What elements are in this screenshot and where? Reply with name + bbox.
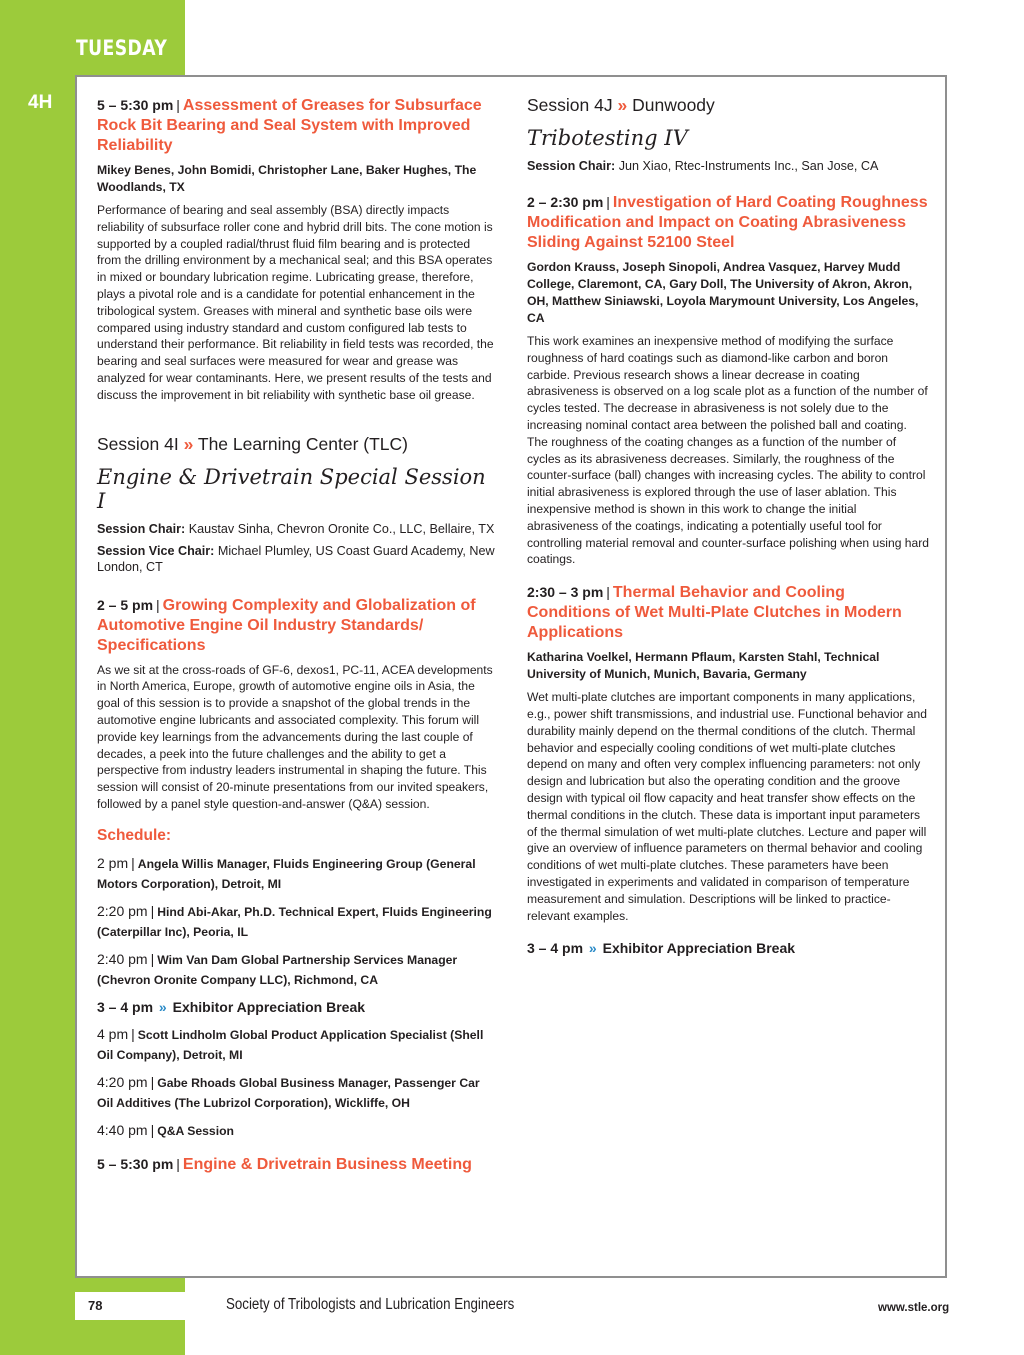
separator: | bbox=[156, 596, 160, 613]
separator: | bbox=[176, 1155, 180, 1172]
talk-authors: Mikey Benes, John Bomidi, Christopher Lane, Baker Hughes, The Woodlands, TX bbox=[97, 163, 477, 194]
schedule-item bbox=[97, 949, 497, 990]
talk-title: Assessment of Greases for Subsurface Rock Bit Bearing and Seal System with Improved Reliability bbox=[97, 97, 482, 154]
left-column bbox=[97, 95, 497, 1175]
schedule-time: 2:40 pm bbox=[97, 950, 148, 967]
separator: | bbox=[150, 1073, 155, 1090]
session-label: Session 4J bbox=[527, 95, 613, 115]
talk-title: Thermal Behavior and Cooling Conditions of Wet Multi-Plate Clutches in Modern Applications bbox=[527, 584, 902, 642]
talk-authors: Gordon Krauss, Joseph Sinopoli, Andrea Vasquez, Harvey Mudd College, Claremont, CA, Gary Doll, The University of Akron, Akron, OH, Matthew Siniawski, Loyola Marymount University, Los Angeles, CA bbox=[527, 260, 919, 325]
talk-abstract: This work examines an inexpensive method of modifying the surface roughness of hard coatings such as diamond-like carbon and boron carbide. Previous research shows a linear decrease in coating abrasiveness is observed on a log scale plot as a function of the number of cycles tested. The decrease in abrasiveness is not solely due to the increasing nominal contact area between the polished ball and coating. The roughness of the coating changes as a function of the number of cycles as its abrasiveness decreases. Similarly, the roughness of the counter-surface (ball) changes with increasing cycles. The ability to control initial abrasiveness is explored through the use of laser ablation. This inexpensive method is shown in this work to change the initial abrasiveness of the coatings, indicating a potentially useful tool for controlling material removal and counter-surface polishing when using hard coatings. bbox=[527, 334, 929, 567]
break-time: 3 – 4 pm bbox=[527, 940, 584, 957]
session-vice-chair bbox=[97, 543, 497, 575]
schedule-time: 4:40 pm bbox=[97, 1121, 148, 1138]
chevron-icon: » bbox=[617, 95, 628, 115]
talk-time: 2 – 2:30 pm bbox=[527, 194, 604, 210]
session-label: Session 4I bbox=[97, 433, 179, 454]
vice-chair-label: Session Vice Chair: bbox=[97, 543, 215, 558]
session-location: Dunwoody bbox=[632, 95, 715, 115]
chevron-icon: » bbox=[158, 998, 167, 1015]
talk-time: 2 – 5 pm bbox=[97, 596, 154, 613]
session-title: Tribotesting IV bbox=[527, 126, 688, 150]
schedule-desc: Wim Van Dam Global Partnership Services Manager (Chevron Oronite Company LLC), Richmond, CA bbox=[97, 952, 458, 987]
talk-abstract: Performance of bearing and seal assembly (BSA) directly impacts reliability of subsurface roller cone and hybrid drill bits. The cone motion is supported by a coupled radial/thrust fluid film bearing and is protected from the drilling environment by a mechanical seal; and this BSA operates in mixed or boundary lubrication regime. Lubricating grease, therefore, plays a pivotal role and is a candidate for potential enhancement in the tribological system. Greases with mineral and synthetic base oils were compared using industry standard and custom configured lab tests to understand their performance. Bit reliability in field tests was recorded, the bearing and seal surfaces were measured for wear and grease was analyzed for wear contaminants. Here, we present results of the tests and discuss the improvement in bit reliability with synthetic base oil grease. bbox=[97, 203, 494, 402]
talk-title: Investigation of Hard Coating Roughness Modification and Impact on Coating Abrasiveness Sliding Against 52100 Steel bbox=[527, 194, 928, 251]
meeting-time: 5 – 5:30 pm bbox=[97, 1155, 174, 1172]
schedule-item bbox=[97, 1072, 497, 1113]
schedule-time: 4 pm bbox=[97, 1025, 129, 1042]
talk-time: 5 – 5:30 pm bbox=[97, 97, 174, 113]
session-heading bbox=[97, 434, 497, 455]
break-item bbox=[527, 938, 929, 958]
talk-authors: Katharina Voelkel, Hermann Pflaum, Karsten Stahl, Technical University of Munich, Munich, Bavaria, Germany bbox=[527, 650, 880, 682]
chevron-icon: » bbox=[588, 940, 597, 957]
chair-label: Session Chair: bbox=[527, 159, 616, 173]
footer-url[interactable]: www.stle.org bbox=[878, 1302, 950, 1314]
separator: | bbox=[606, 584, 610, 601]
content-box bbox=[75, 75, 947, 1278]
break-label: Exhibitor Appreciation Break bbox=[172, 998, 366, 1015]
separator: | bbox=[150, 1121, 155, 1138]
chair-label: Session Chair: bbox=[97, 521, 186, 536]
meeting-title: Engine & Drivetrain Business Meeting bbox=[182, 1155, 472, 1173]
separator: | bbox=[150, 902, 155, 919]
talk-heading bbox=[97, 595, 497, 656]
talk-abstract: Wet multi-plate clutches are important components in many applications, e.g., power shift transmissions, and industrial use. Functional behavior and durability mainly depend on the thermal conditions of the clutch. Thermal behavior and especially cooling conditions of wet multi-plate clutches depend on many and often very complex influencing parameters: not only design and lubrication but also the operating condition and the groove design with typical oil flow capacity and heat transfer show effects on the thermal conditions in the clutch. These data is important input parameters of the thermal simulation of wet multi-plate clutches. Lecture and paper will give an overview of influence parameters on thermal behavior and cooling conditions of wet multi-plate clutches. These parameters have been investigated in experiments and validated in comparison of temperature measurement and simulation. Descriptions will be linked to practice-relevant examples. bbox=[527, 690, 927, 923]
talk-abstract: As we sit at the cross-roads of GF-6, dexos1, PC-11, ACEA developments in North America, Europe, growth of automotive engine oils in Asia, the goal of this session is to provide a snapshot of the global trends in the automotive engine lubricants and associated complexity. This forum will provide key learnings from the advancements during the last couple of decades, a peek into the future challenges and the ability to get a perspective from industry leaders instrumental in shaping the future. This session will consist of 20-minute presentations from our invited speakers, followed by a panel style question-and-answer (Q&A) session. bbox=[97, 662, 493, 811]
schedule-time: 2 pm bbox=[97, 854, 129, 871]
meeting-heading bbox=[97, 1154, 497, 1175]
break-label: Exhibitor Appreciation Break bbox=[602, 940, 796, 957]
session-tag: 4H bbox=[28, 92, 53, 113]
break-item bbox=[97, 997, 497, 1017]
day-label: TUESDAY bbox=[76, 36, 168, 60]
talk-heading bbox=[527, 192, 929, 253]
talk-title: Growing Complexity and Globalization of Automotive Engine Oil Industry Standards/ Specifications bbox=[97, 596, 476, 654]
chair-name: Kaustav Sinha, Chevron Oronite Co., LLC, Bellaire, TX bbox=[188, 521, 495, 536]
session-location: The Learning Center (TLC) bbox=[197, 433, 408, 454]
schedule-heading: Schedule: bbox=[97, 826, 172, 844]
schedule-time: 4:20 pm bbox=[97, 1073, 148, 1090]
chair-name: Jun Xiao, Rtec-Instruments Inc., San Jose, CA bbox=[618, 159, 879, 173]
schedule-desc: Q&A Session bbox=[157, 1123, 234, 1138]
talk-heading bbox=[97, 95, 497, 156]
schedule-time: 2:20 pm bbox=[97, 902, 148, 919]
schedule-desc: Angela Willis Manager, Fluids Engineering Group (General Motors Corporation), Detroit, MI bbox=[97, 856, 476, 891]
break-time: 3 – 4 pm bbox=[97, 998, 154, 1015]
separator: | bbox=[606, 194, 610, 210]
schedule-item bbox=[97, 853, 497, 894]
footer-organization: Society of Tribologists and Lubrication Engineers bbox=[226, 1296, 515, 1313]
right-column bbox=[527, 95, 929, 965]
session-title: Engine & Drivetrain Special Session I bbox=[97, 464, 486, 513]
chevron-icon: » bbox=[183, 433, 194, 454]
session-heading bbox=[527, 95, 929, 116]
separator: | bbox=[150, 950, 155, 967]
vice-chair-name: Michael Plumley, US Coast Guard Academy, New London, CT bbox=[97, 543, 495, 574]
schedule-item bbox=[97, 901, 497, 942]
talk-heading bbox=[527, 582, 929, 643]
schedule-desc: Hind Abi-Akar, Ph.D. Technical Expert, Fluids Engineering (Caterpillar Inc), Peoria, IL bbox=[97, 904, 492, 939]
schedule-item bbox=[97, 1024, 497, 1065]
session-chair bbox=[527, 158, 929, 174]
talk-time: 2:30 – 3 pm bbox=[527, 584, 604, 601]
separator: | bbox=[131, 1025, 135, 1042]
schedule-desc: Gabe Rhoads Global Business Manager, Passenger Car Oil Additives (The Lubrizol Corporation), Wickliffe, OH bbox=[97, 1075, 480, 1110]
page-number: 78 bbox=[88, 1298, 103, 1313]
session-chair bbox=[97, 521, 497, 537]
separator: | bbox=[176, 97, 180, 113]
schedule-item bbox=[97, 1120, 497, 1141]
schedule-desc: Scott Lindholm Global Product Application Specialist (Shell Oil Company), Detroit, MI bbox=[97, 1027, 484, 1062]
separator: | bbox=[131, 854, 135, 871]
